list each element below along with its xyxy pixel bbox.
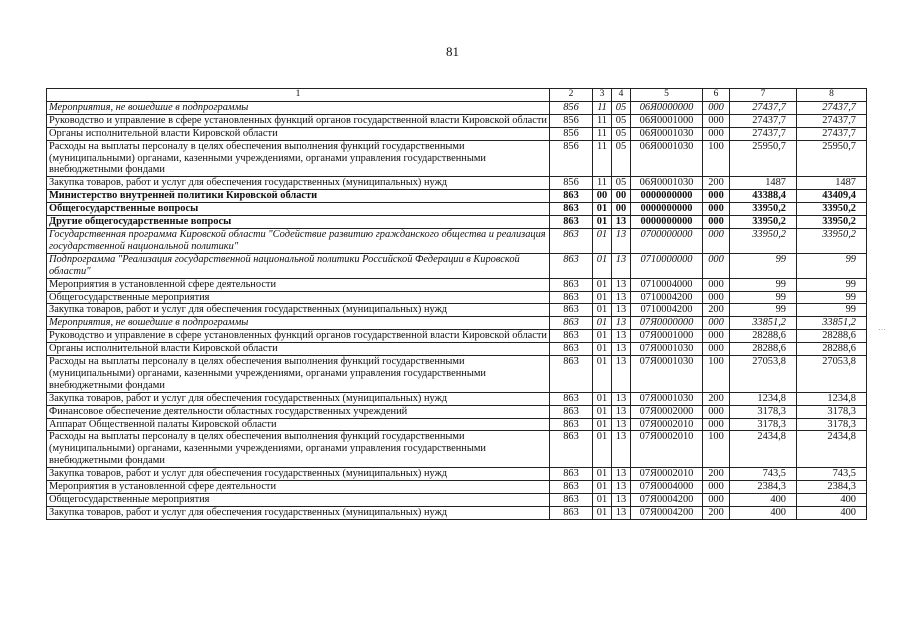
amount-year1-cell: 27437,7 <box>730 114 797 127</box>
section-code-cell: 11 <box>593 127 612 140</box>
expense-type-cell: 000 <box>703 343 730 356</box>
amount-year1-cell: 28288,6 <box>730 330 797 343</box>
table-row <box>47 228 867 253</box>
amount-year2-cell: 28288,6 <box>797 330 867 343</box>
section-code-cell: 01 <box>593 228 612 253</box>
table-row <box>47 343 867 356</box>
header-cell: 6 <box>703 89 730 102</box>
table-row <box>47 114 867 127</box>
header-cell: 2 <box>550 89 593 102</box>
table-row <box>47 140 867 177</box>
subsection-code-cell: 13 <box>612 481 631 494</box>
expense-type-cell: 200 <box>703 468 730 481</box>
amount-year2-cell: 400 <box>797 506 867 519</box>
subsection-code-cell: 00 <box>612 190 631 203</box>
subsection-code-cell: 13 <box>612 330 631 343</box>
row-name-cell: Министерство внутренней политики Кировской области <box>47 190 550 203</box>
row-name-cell: Закупка товаров, работ и услуг для обеспечения государственных (муниципальных) нужд <box>47 506 550 519</box>
section-code-cell: 01 <box>593 431 612 468</box>
section-code-cell: 11 <box>593 101 612 114</box>
amount-year2-cell: 743,5 <box>797 468 867 481</box>
amount-year2-cell: 25950,7 <box>797 140 867 177</box>
header-cell: 8 <box>797 89 867 102</box>
expense-type-cell: 200 <box>703 392 730 405</box>
expense-type-cell: 000 <box>703 481 730 494</box>
subsection-code-cell: 13 <box>612 343 631 356</box>
subsection-code-cell: 13 <box>612 418 631 431</box>
expense-type-cell: 000 <box>703 291 730 304</box>
section-code-cell: 11 <box>593 177 612 190</box>
amount-year1-cell: 3178,3 <box>730 418 797 431</box>
target-article-cell: 06Я0001030 <box>631 127 703 140</box>
chapter-code-cell: 863 <box>550 330 593 343</box>
amount-year2-cell: 27437,7 <box>797 101 867 114</box>
subsection-code-cell: 13 <box>612 228 631 253</box>
chapter-code-cell: 856 <box>550 127 593 140</box>
amount-year1-cell: 743,5 <box>730 468 797 481</box>
row-name-cell: Расходы на выплаты персоналу в целях обеспечения выполнения функций государственными (муниципальными) органами, казенными учреждениями, органами управления государственными внебюджетными фондами <box>47 356 550 393</box>
subsection-code-cell: 00 <box>612 203 631 216</box>
section-code-cell: 01 <box>593 330 612 343</box>
expense-type-cell: 200 <box>703 506 730 519</box>
target-article-cell: 06Я0000000 <box>631 101 703 114</box>
amount-year2-cell: 1234,8 <box>797 392 867 405</box>
amount-year2-cell: 28288,6 <box>797 343 867 356</box>
expense-type-cell: 000 <box>703 330 730 343</box>
subsection-code-cell: 05 <box>612 177 631 190</box>
page-number: 81 <box>446 44 459 59</box>
section-code-cell: 01 <box>593 203 612 216</box>
amount-year2-cell: 33950,2 <box>797 203 867 216</box>
subsection-code-cell: 13 <box>612 317 631 330</box>
header-cell: 7 <box>730 89 797 102</box>
row-name-cell: Другие общегосударственные вопросы <box>47 216 550 229</box>
subsection-code-cell: 13 <box>612 304 631 317</box>
subsection-code-cell: 13 <box>612 468 631 481</box>
amount-year2-cell: 99 <box>797 278 867 291</box>
amount-year2-cell: 99 <box>797 291 867 304</box>
subsection-code-cell: 13 <box>612 431 631 468</box>
target-article-cell: 06Я0001000 <box>631 114 703 127</box>
amount-year1-cell: 400 <box>730 506 797 519</box>
header-cell: 5 <box>631 89 703 102</box>
row-name-cell: Подпрограмма "Реализация государственной национальной политики Российской Федерации в Кировской области" <box>47 253 550 278</box>
chapter-code-cell: 863 <box>550 291 593 304</box>
target-article-cell: 0000000000 <box>631 190 703 203</box>
section-code-cell: 01 <box>593 216 612 229</box>
chapter-code-cell: 863 <box>550 431 593 468</box>
amount-year1-cell: 1234,8 <box>730 392 797 405</box>
chapter-code-cell: 863 <box>550 190 593 203</box>
subsection-code-cell: 13 <box>612 405 631 418</box>
section-code-cell: 01 <box>593 392 612 405</box>
row-name-cell: Руководство и управление в сфере установленных функций органов государственной власти Кировской области <box>47 114 550 127</box>
expense-type-cell: 000 <box>703 228 730 253</box>
target-article-cell: 07Я0001000 <box>631 330 703 343</box>
target-article-cell: 07Я0002010 <box>631 431 703 468</box>
table-row <box>47 291 867 304</box>
table-row <box>47 278 867 291</box>
target-article-cell: 07Я0001030 <box>631 343 703 356</box>
amount-year1-cell: 27053,8 <box>730 356 797 393</box>
table-row <box>47 506 867 519</box>
table-row <box>47 253 867 278</box>
chapter-code-cell: 863 <box>550 343 593 356</box>
table-row <box>47 392 867 405</box>
table-header-row <box>47 89 867 102</box>
table-row <box>47 190 867 203</box>
table-row <box>47 481 867 494</box>
expense-type-cell: 000 <box>703 101 730 114</box>
expense-type-cell: 000 <box>703 317 730 330</box>
table-row <box>47 418 867 431</box>
amount-year1-cell: 99 <box>730 253 797 278</box>
target-article-cell: 0710000000 <box>631 253 703 278</box>
section-code-cell: 01 <box>593 418 612 431</box>
expense-type-cell: 100 <box>703 140 730 177</box>
row-name-cell: Мероприятия в установленной сфере деятельности <box>47 278 550 291</box>
row-name-cell: Мероприятия, не вошедшие в подпрограммы <box>47 317 550 330</box>
expense-type-cell: 100 <box>703 431 730 468</box>
chapter-code-cell: 863 <box>550 481 593 494</box>
row-name-cell: Закупка товаров, работ и услуг для обеспечения государственных (муниципальных) нужд <box>47 392 550 405</box>
target-article-cell: 07Я0000000 <box>631 317 703 330</box>
row-name-cell: Руководство и управление в сфере установленных функций органов государственной власти Кировской области <box>47 330 550 343</box>
subsection-code-cell: 13 <box>612 216 631 229</box>
target-article-cell: 0000000000 <box>631 216 703 229</box>
amount-year2-cell: 1487 <box>797 177 867 190</box>
section-code-cell: 01 <box>593 468 612 481</box>
amount-year1-cell: 99 <box>730 278 797 291</box>
amount-year2-cell: 400 <box>797 494 867 507</box>
expense-type-cell: 000 <box>703 190 730 203</box>
chapter-code-cell: 856 <box>550 101 593 114</box>
subsection-code-cell: 05 <box>612 140 631 177</box>
row-name-cell: Общегосударственные вопросы <box>47 203 550 216</box>
expense-type-cell: 000 <box>703 418 730 431</box>
table-row <box>47 468 867 481</box>
amount-year1-cell: 33950,2 <box>730 216 797 229</box>
chapter-code-cell: 863 <box>550 418 593 431</box>
amount-year1-cell: 28288,6 <box>730 343 797 356</box>
chapter-code-cell: 863 <box>550 392 593 405</box>
section-code-cell: 01 <box>593 304 612 317</box>
expense-type-cell: 000 <box>703 216 730 229</box>
row-name-cell: Закупка товаров, работ и услуг для обеспечения государственных (муниципальных) нужд <box>47 468 550 481</box>
subsection-code-cell: 13 <box>612 506 631 519</box>
row-name-cell: Мероприятия, не вошедшие в подпрограммы <box>47 101 550 114</box>
amount-year1-cell: 2384,3 <box>730 481 797 494</box>
chapter-code-cell: 863 <box>550 253 593 278</box>
expense-type-cell: 200 <box>703 304 730 317</box>
section-code-cell: 01 <box>593 405 612 418</box>
header-cell: 3 <box>593 89 612 102</box>
table-row <box>47 304 867 317</box>
amount-year1-cell: 25950,7 <box>730 140 797 177</box>
expense-type-cell: 100 <box>703 356 730 393</box>
amount-year1-cell: 3178,3 <box>730 405 797 418</box>
table-row <box>47 317 867 330</box>
row-name-cell: Аппарат Общественной палаты Кировской области <box>47 418 550 431</box>
amount-year2-cell: 3178,3 <box>797 418 867 431</box>
amount-year1-cell: 33851,2 <box>730 317 797 330</box>
chapter-code-cell: 863 <box>550 494 593 507</box>
chapter-code-cell: 863 <box>550 356 593 393</box>
header-cell: 4 <box>612 89 631 102</box>
amount-year2-cell: 33950,2 <box>797 216 867 229</box>
target-article-cell: 07Я0002010 <box>631 418 703 431</box>
chapter-code-cell: 856 <box>550 114 593 127</box>
target-article-cell: 07Я0001030 <box>631 392 703 405</box>
section-code-cell: 11 <box>593 114 612 127</box>
subsection-code-cell: 05 <box>612 101 631 114</box>
section-code-cell: 01 <box>593 317 612 330</box>
chapter-code-cell: 863 <box>550 228 593 253</box>
target-article-cell: 07Я0004200 <box>631 494 703 507</box>
row-name-cell: Расходы на выплаты персоналу в целях обеспечения выполнения функций государственными (муниципальными) органами, казенными учреждениями, органами управления государственными внебюджетными фондами <box>47 140 550 177</box>
amount-year1-cell: 2434,8 <box>730 431 797 468</box>
amount-year1-cell: 99 <box>730 291 797 304</box>
amount-year2-cell: 2434,8 <box>797 431 867 468</box>
row-name-cell: Закупка товаров, работ и услуг для обеспечения государственных (муниципальных) нужд <box>47 304 550 317</box>
subsection-code-cell: 13 <box>612 291 631 304</box>
amount-year1-cell: 27437,7 <box>730 127 797 140</box>
expense-type-cell: 000 <box>703 203 730 216</box>
section-code-cell: 01 <box>593 494 612 507</box>
target-article-cell: 07Я0001030 <box>631 356 703 393</box>
amount-year2-cell: 99 <box>797 304 867 317</box>
row-name-cell: Мероприятия в установленной сфере деятельности <box>47 481 550 494</box>
amount-year1-cell: 99 <box>730 304 797 317</box>
chapter-code-cell: 863 <box>550 278 593 291</box>
target-article-cell: 07Я0004200 <box>631 506 703 519</box>
amount-year1-cell: 1487 <box>730 177 797 190</box>
amount-year2-cell: 43409,4 <box>797 190 867 203</box>
subsection-code-cell: 13 <box>612 494 631 507</box>
amount-year1-cell: 400 <box>730 494 797 507</box>
section-code-cell: 01 <box>593 356 612 393</box>
expense-type-cell: 000 <box>703 127 730 140</box>
subsection-code-cell: 13 <box>612 392 631 405</box>
target-article-cell: 0710004200 <box>631 291 703 304</box>
amount-year2-cell: 33851,2 <box>797 317 867 330</box>
amount-year1-cell: 33950,2 <box>730 203 797 216</box>
target-article-cell: 0710004000 <box>631 278 703 291</box>
chapter-code-cell: 863 <box>550 506 593 519</box>
row-name-cell: Расходы на выплаты персоналу в целях обеспечения выполнения функций государственными (муниципальными) органами, казенными учреждениями, органами управления государственными внебюджетными фондами <box>47 431 550 468</box>
expense-type-cell: 000 <box>703 405 730 418</box>
row-name-cell: Закупка товаров, работ и услуг для обеспечения государственных (муниципальных) нужд <box>47 177 550 190</box>
chapter-code-cell: 863 <box>550 317 593 330</box>
chapter-code-cell: 856 <box>550 140 593 177</box>
table-row <box>47 127 867 140</box>
subsection-code-cell: 05 <box>612 114 631 127</box>
subsection-code-cell: 13 <box>612 278 631 291</box>
table-row <box>47 431 867 468</box>
expense-type-cell: 000 <box>703 253 730 278</box>
target-article-cell: 07Я0004000 <box>631 481 703 494</box>
table-row <box>47 101 867 114</box>
subsection-code-cell: 13 <box>612 253 631 278</box>
chapter-code-cell: 863 <box>550 405 593 418</box>
row-name-cell: Финансовое обеспечение деятельности областных государственных учреждений <box>47 405 550 418</box>
amount-year2-cell: 33950,2 <box>797 228 867 253</box>
target-article-cell: 06Я0001030 <box>631 177 703 190</box>
table-row <box>47 203 867 216</box>
table-row <box>47 356 867 393</box>
expense-type-cell: 000 <box>703 278 730 291</box>
section-code-cell: 01 <box>593 278 612 291</box>
target-article-cell: 06Я0001030 <box>631 140 703 177</box>
row-name-cell: Государственная программа Кировской области "Содействие развитию гражданского общества и реализация государственной национальной политики" <box>47 228 550 253</box>
section-code-cell: 00 <box>593 190 612 203</box>
target-article-cell: 0700000000 <box>631 228 703 253</box>
row-name-cell: Органы исполнительной власти Кировской области <box>47 127 550 140</box>
table-row <box>47 330 867 343</box>
chapter-code-cell: 863 <box>550 203 593 216</box>
amount-year2-cell: 3178,3 <box>797 405 867 418</box>
chapter-code-cell: 856 <box>550 177 593 190</box>
section-code-cell: 01 <box>593 291 612 304</box>
header-cell: 1 <box>47 89 550 102</box>
table-row <box>47 405 867 418</box>
amount-year2-cell: 27437,7 <box>797 114 867 127</box>
section-code-cell: 11 <box>593 140 612 177</box>
chapter-code-cell: 863 <box>550 216 593 229</box>
amount-year2-cell: 27053,8 <box>797 356 867 393</box>
row-name-cell: Общегосударственные мероприятия <box>47 291 550 304</box>
section-code-cell: 01 <box>593 253 612 278</box>
row-name-cell: Общегосударственные мероприятия <box>47 494 550 507</box>
amount-year2-cell: 27437,7 <box>797 127 867 140</box>
chapter-code-cell: 863 <box>550 468 593 481</box>
subsection-code-cell: 05 <box>612 127 631 140</box>
expense-type-cell: 000 <box>703 114 730 127</box>
row-name-cell: Органы исполнительной власти Кировской области <box>47 343 550 356</box>
target-article-cell: 07Я0002010 <box>631 468 703 481</box>
target-article-cell: 0000000000 <box>631 203 703 216</box>
table-body <box>47 89 867 520</box>
target-article-cell: 07Я0002000 <box>631 405 703 418</box>
amount-year1-cell: 33950,2 <box>730 228 797 253</box>
section-code-cell: 01 <box>593 343 612 356</box>
amount-year2-cell: 2384,3 <box>797 481 867 494</box>
table-row <box>47 216 867 229</box>
target-article-cell: 0710004200 <box>631 304 703 317</box>
chapter-code-cell: 863 <box>550 304 593 317</box>
amount-year2-cell: 99 <box>797 253 867 278</box>
table-row <box>47 177 867 190</box>
amount-year1-cell: 27437,7 <box>730 101 797 114</box>
table-row <box>47 494 867 507</box>
expense-type-cell: 000 <box>703 494 730 507</box>
scan-artifact: ⋯ <box>878 325 886 334</box>
expense-type-cell: 200 <box>703 177 730 190</box>
amount-year1-cell: 43388,4 <box>730 190 797 203</box>
budget-table <box>46 88 867 520</box>
subsection-code-cell: 13 <box>612 356 631 393</box>
section-code-cell: 01 <box>593 481 612 494</box>
section-code-cell: 01 <box>593 506 612 519</box>
